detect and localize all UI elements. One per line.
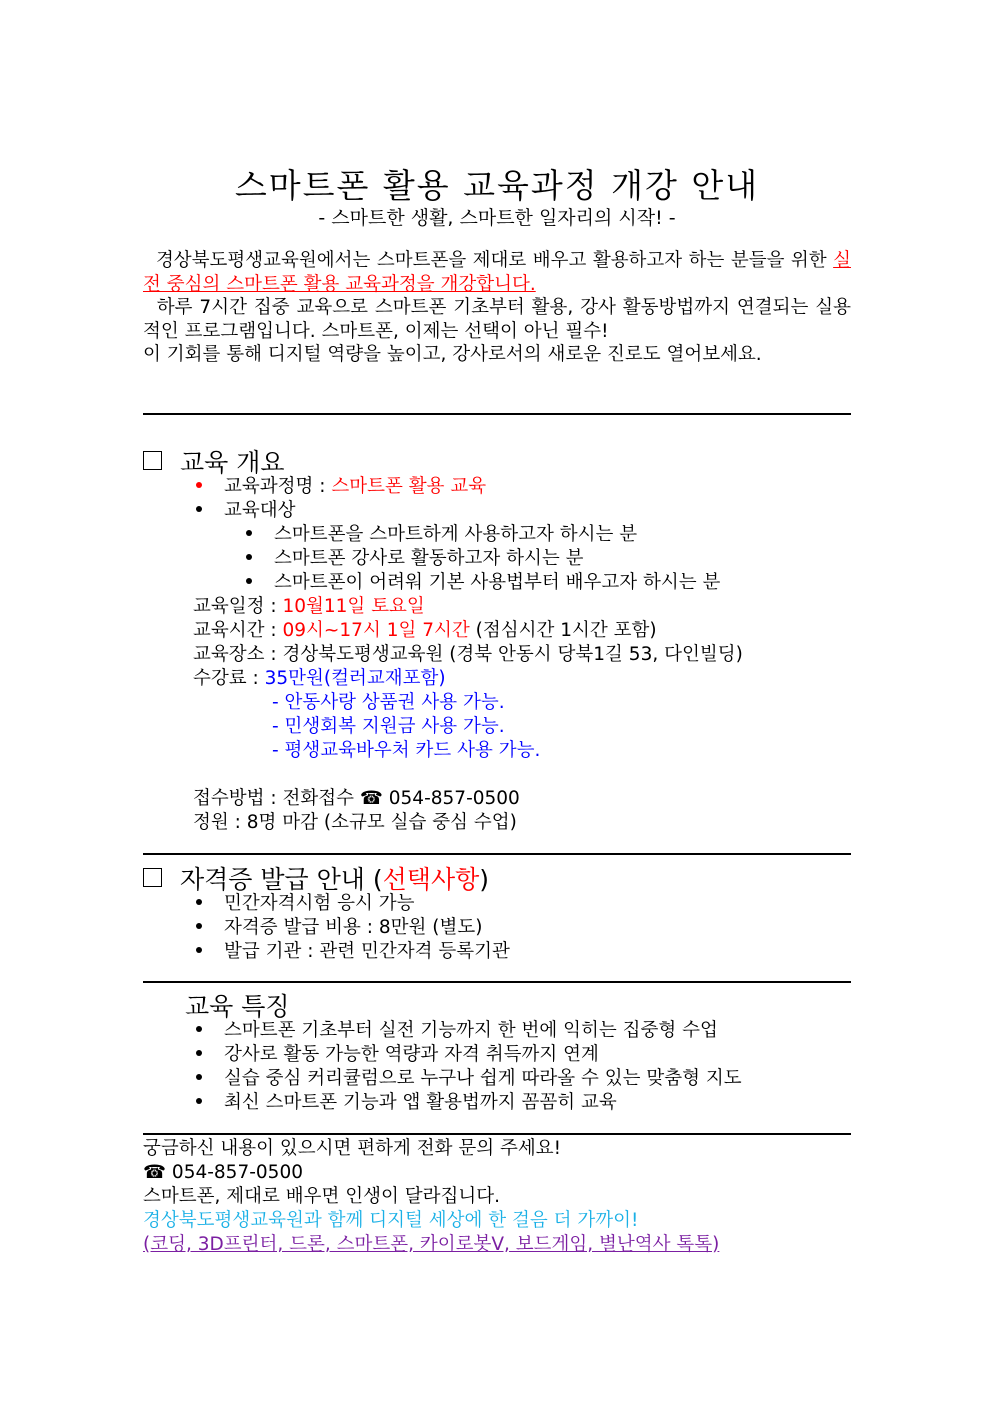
cert-item: 발급 기관 : 관련 민간자격 등록기관 xyxy=(196,940,510,964)
apply-row: 접수방법 : 전화접수 ☎ 054-857-0500 xyxy=(193,788,520,809)
fee-note: - 평생교육바우처 카드 사용 가능. xyxy=(272,740,541,761)
intro-paragraph-3: 이 기회를 통해 디지털 역량을 높이고, 강사로서의 새로운 진로도 열어보세요. xyxy=(143,344,762,366)
feature-item: 실습 중심 커리큘럼으로 누구나 쉽게 따라올 수 있는 맞춤형 지도 xyxy=(196,1067,742,1091)
bullet-icon xyxy=(196,899,202,905)
capacity-row: 정원 : 8명 마감 (소규모 실습 중심 수업) xyxy=(193,812,517,833)
bullet-icon xyxy=(196,1098,202,1104)
cert-heading: 자격증 발급 안내 (선택사항) xyxy=(143,860,489,896)
footer-invite: 경상북도평생교육원과 함께 디지털 세상에 한 걸음 더 가까이! xyxy=(143,1210,639,1231)
bullet-icon xyxy=(196,482,202,488)
bullet-icon xyxy=(196,1050,202,1056)
feature-item: 스마트폰 기초부터 실전 기능까지 한 번에 익히는 집중형 수업 xyxy=(196,1019,718,1043)
schedule-row: 교육일정 : 10월11일 토요일 xyxy=(193,596,425,617)
target-row: 교육대상 xyxy=(196,499,295,523)
bullet-icon xyxy=(196,947,202,953)
footer-programs-link[interactable]: (코딩, 3D프린터, 드론, 스마트폰, 카이로봇V, 보드게임, 별난역사 톡톡) xyxy=(143,1234,720,1255)
divider xyxy=(143,413,851,415)
place-row: 교육장소 : 경상북도평생교육원 (경북 안동시 당북1길 53, 다인빌딩) xyxy=(193,644,743,665)
time-row: 교육시간 : 09시~17시 1일 7시간 (점심시간 1시간 포함) xyxy=(193,620,657,641)
target-item: 스마트폰을 스마트하게 사용하고자 하시는 분 xyxy=(246,523,637,547)
cert-item: 자격증 발급 비용 : 8만원 (별도) xyxy=(196,916,482,940)
bullet-icon xyxy=(196,1026,202,1032)
bullet-icon xyxy=(196,923,202,929)
target-item: 스마트폰 강사로 활동하고자 하시는 분 xyxy=(246,547,583,571)
intro-paragraph-2: 하루 7시간 집중 교육으로 스마트폰 기초부터 활용, 강사 활동방법까지 연결되는 실용적인 프로그램입니다. 스마트폰, 이제는 선택이 아닌 필수! xyxy=(143,297,852,342)
divider xyxy=(143,1133,851,1135)
intro-paragraph-1: 경상북도평생교육원에서는 스마트폰을 제대로 배우고 활용하고자 하는 분들을 위한 실전 중심의 스마트폰 활용 교육과정을 개강합니다. xyxy=(143,250,851,295)
page-title: 스마트폰 활용 교육과정 개강 안내 xyxy=(234,166,760,205)
intro-text xyxy=(143,249,851,367)
bullet-icon xyxy=(196,1074,202,1080)
fee-note: - 민생회복 지원금 사용 가능. xyxy=(272,716,505,737)
feature-item: 강사로 활동 가능한 역량과 자격 취득까지 연계 xyxy=(196,1043,599,1067)
footer-question: 궁금하신 내용이 있으시면 편하게 전화 문의 주세요! xyxy=(143,1138,561,1159)
target-item: 스마트폰이 어려워 기본 사용법부터 배우고자 하시는 분 xyxy=(246,571,720,595)
bullet-icon xyxy=(246,578,252,584)
footer-slogan: 스마트폰, 제대로 배우면 인생이 달라집니다. xyxy=(143,1186,500,1207)
bullet-icon xyxy=(246,530,252,536)
divider xyxy=(143,853,851,855)
course-name-row: 교육과정명 : 스마트폰 활용 교육 xyxy=(196,475,486,499)
phone-number: ☎ 054-857-0500 xyxy=(359,788,520,809)
overview-heading: 교육 개요 xyxy=(143,443,285,479)
bullet-icon xyxy=(196,506,202,512)
fee-row: 수강료 : 35만원(컬러교재포함) xyxy=(193,668,446,689)
intro-highlight: 실전 중심의 스마트폰 활용 교육과정을 개강합니다. xyxy=(143,250,851,295)
features-heading: 교육 특징 xyxy=(185,992,290,1021)
cert-item: 민간자격시험 응시 가능 xyxy=(196,892,414,916)
feature-item: 최신 스마트폰 기능과 앱 활용법까지 꼼꼼히 교육 xyxy=(196,1091,617,1115)
checkbox-square-icon xyxy=(143,451,162,470)
page-subtitle: - 스마트한 생활, 스마트한 일자리의 시작! - xyxy=(318,207,676,229)
divider xyxy=(143,981,851,983)
bullet-icon xyxy=(246,554,252,560)
fee-note: - 안동사랑 상품권 사용 가능. xyxy=(272,692,505,713)
footer-phone: ☎ 054-857-0500 xyxy=(143,1162,303,1183)
checkbox-square-icon xyxy=(143,868,162,887)
